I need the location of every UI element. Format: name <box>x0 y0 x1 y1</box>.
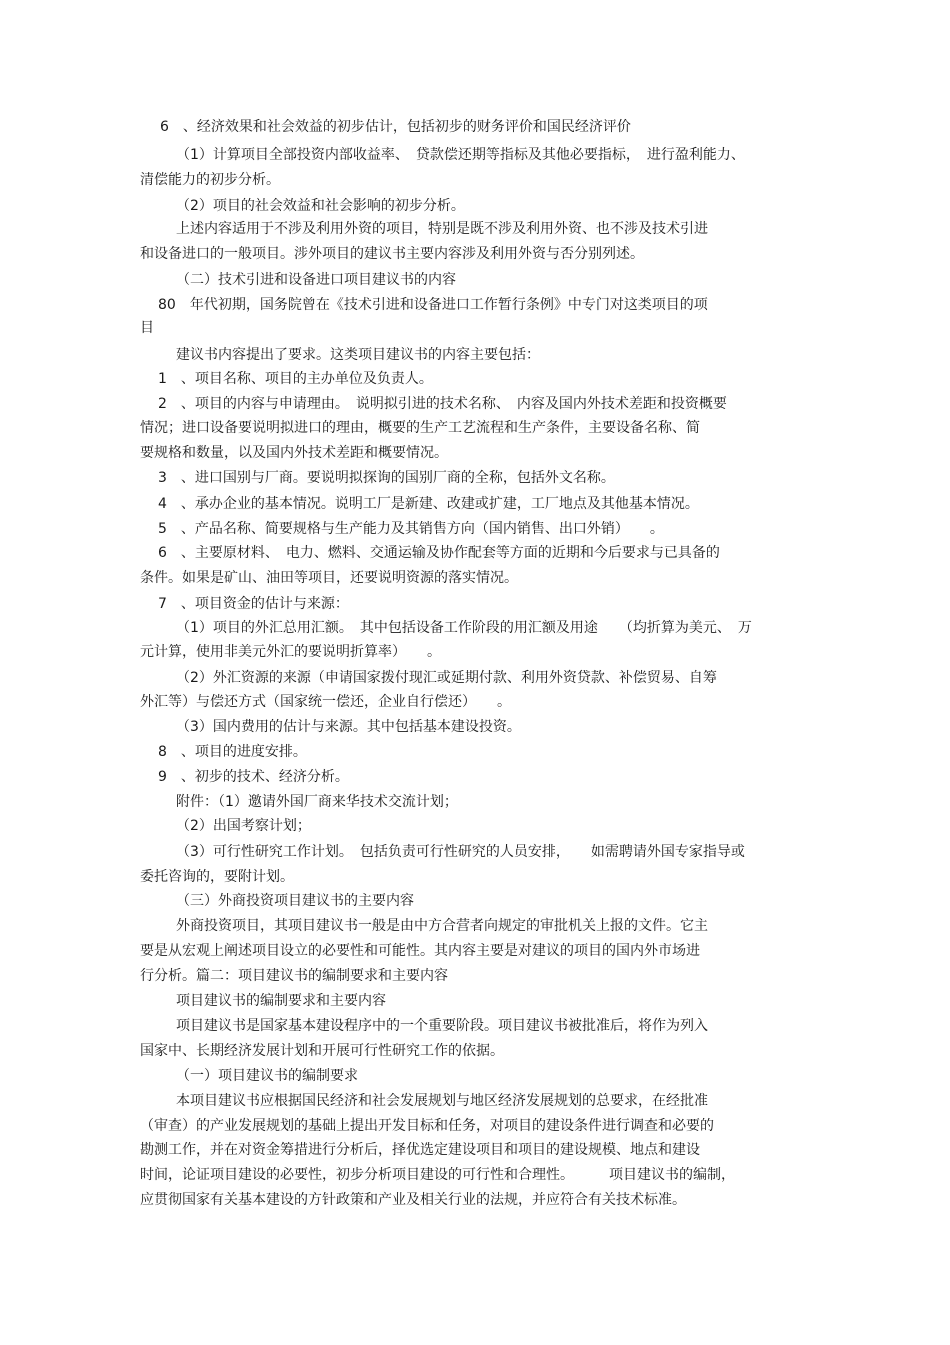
text-line: 要规格和数量，以及国内外技术差距和概要情况。 <box>140 445 448 461</box>
text-line: 和设备进口的一般项目。涉外项目的建议书主要内容涉及利用外资与否分别列述。 <box>140 246 644 262</box>
text-line: 要是从宏观上阐述项目设立的必要性和可能性。其内容主要是对建议的项目的国内外市场进 <box>140 943 700 959</box>
text-line: 目 <box>140 320 154 336</box>
text-line: 本项目建议书应根据国民经济和社会发展规划与地区经济发展规划的总要求，在经批准 <box>176 1093 708 1109</box>
text-line: 勘测工作，并在对资金筹措进行分析后，择优选定建设项目和项目的建设规模、地点和建设 <box>140 1142 700 1158</box>
text-line: 元计算，使用非美元外汇的要说明折算率） 。 <box>140 644 441 660</box>
list-item: 7 、项目资金的估计与来源： <box>158 596 349 612</box>
text-line: 委托咨询的，要附计划。 <box>140 869 294 885</box>
text-line: 附件：（1）邀请外国厂商来华技术交流计划； <box>176 794 458 810</box>
text-line: （3）可行性研究工作计划。 包括负责可行性研究的人员安排， 如需聘请外国专家指导或 <box>176 844 745 860</box>
text-line: 80 年代初期，国务院曾在《技术引进和设备进口工作暂行条例》中专门对这类项目的项 <box>158 297 708 313</box>
section-heading: （三）外商投资项目建议书的主要内容 <box>176 893 414 909</box>
text-line: 情况；进口设备要说明拟进口的理由，概要的生产工艺流程和生产条件，主要设备名称、简 <box>140 420 700 436</box>
text-line: （3）国内费用的估计与来源。其中包括基本建设投资。 <box>176 719 521 735</box>
text-line: （2）项目的社会效益和社会影响的初步分析。 <box>176 198 465 214</box>
text-line: 国家中、长期经济发展计划和开展可行性研究工作的依据。 <box>140 1043 504 1059</box>
text-line: 建议书内容提出了要求。这类项目建议书的内容主要包括： <box>176 347 540 363</box>
section-heading: 项目建议书的编制要求和主要内容 <box>176 993 386 1009</box>
text-line: （2）出国考察计划； <box>176 818 311 834</box>
text-line: （审查）的产业发展规划的基础上提出开发目标和任务，对项目的建设条件进行调查和必要的 <box>140 1118 714 1134</box>
list-item: 2 、项目的内容与申请理由。 说明拟引进的技术名称、 内容及国内外技术差距和投资概要 <box>158 396 727 412</box>
text-line: 清偿能力的初步分析。 <box>140 172 280 188</box>
text-line: 条件。如果是矿山、油田等项目，还要说明资源的落实情况。 <box>140 570 518 586</box>
text-line: 外汇等）与偿还方式（国家统一偿还，企业自行偿还） 。 <box>140 694 511 710</box>
list-item: 8 、项目的进度安排。 <box>158 744 307 760</box>
section-heading: （一）项目建议书的编制要求 <box>176 1068 358 1084</box>
list-item: 5 、产品名称、简要规格与生产能力及其销售方向（国内销售、出口外销） 。 <box>158 521 664 537</box>
text-line: 项目建议书是国家基本建设程序中的一个重要阶段。项目建议书被批准后，将作为列入 <box>176 1018 708 1034</box>
text-line: 6 、经济效果和社会效益的初步估计，包括初步的财务评价和国民经济评价 <box>160 119 631 135</box>
section-heading: （二）技术引进和设备进口项目建议书的内容 <box>176 272 456 288</box>
text-line: 上述内容适用于不涉及利用外资的项目，特别是既不涉及利用外资、也不涉及技术引进 <box>176 221 708 237</box>
text-line: （2）外汇资源的来源（申请国家拨付现汇或延期付款、利用外资贷款、补偿贸易、自筹 <box>176 670 717 686</box>
list-item: 4 、承办企业的基本情况。说明工厂是新建、改建或扩建，工厂地点及其他基本情况。 <box>158 496 699 512</box>
list-item: 1 、项目名称、项目的主办单位及负责人。 <box>158 371 433 387</box>
list-item: 9 、初步的技术、经济分析。 <box>158 769 349 785</box>
text-line: 应贯彻国家有关基本建设的方针政策和产业及相关行业的法规，并应符合有关技术标准。 <box>140 1192 686 1208</box>
text-line: 行分析。篇二：项目建议书的编制要求和主要内容 <box>140 968 448 984</box>
text-line: （1）计算项目全部投资内部收益率、 贷款偿还期等指标及其他必要指标， 进行盈利能力、 <box>176 147 745 163</box>
list-item: 3 、进口国别与厂商。要说明拟探询的国别厂商的全称，包括外文名称。 <box>158 470 615 486</box>
list-item: 6 、主要原材料、 电力、燃料、交通运输及协作配套等方面的近期和今后要求与已具备的 <box>158 545 720 561</box>
text-line: （1）项目的外汇总用汇额。 其中包括设备工作阶段的用汇额及用途 （均折算为美元、 万 <box>176 620 752 636</box>
text-line: 时间，论证项目建设的必要性，初步分析项目建设的可行性和合理性。 项目建议书的编制， <box>140 1167 735 1183</box>
text-line: 外商投资项目，其项目建议书一般是由中方合营者向规定的审批机关上报的文件。它主 <box>176 918 708 934</box>
